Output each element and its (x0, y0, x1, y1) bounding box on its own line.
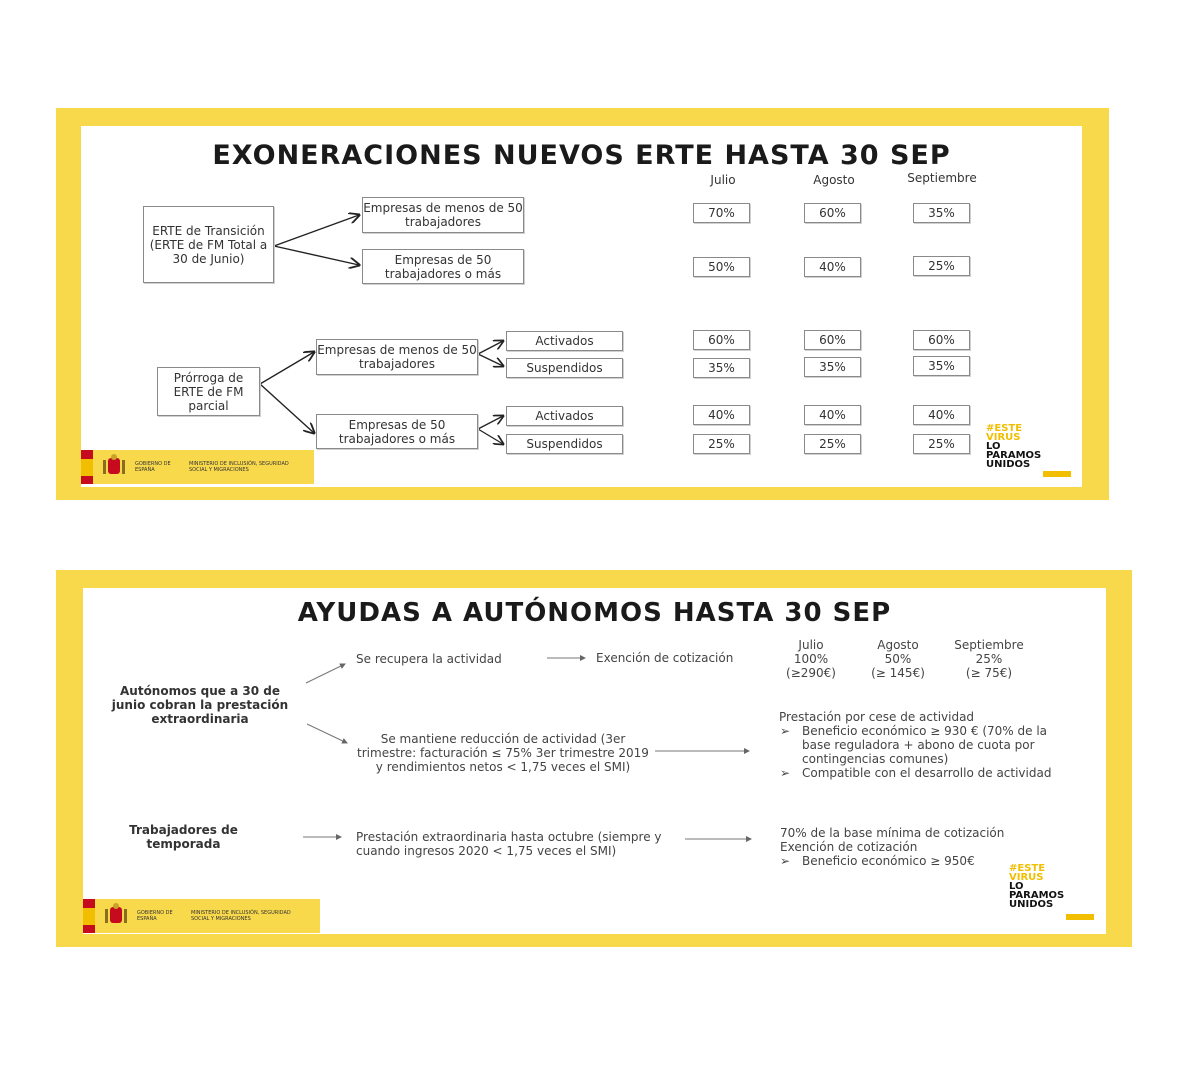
cese-bullets (780, 724, 1065, 780)
gobierno-logo-bar-2 (83, 899, 320, 933)
50-mas-activados-agosto: 40% (804, 405, 861, 425)
gobierno-text: GOBIERNO DE ESPAÑA (137, 910, 173, 922)
slide-2-title: AYUDAS A AUTÓNOMOS HASTA 30 SEP (297, 598, 892, 628)
mantiene-reduccion: Se mantiene reducción de actividad (3er trimestre: facturación ≤ 75% 3er trimestre 2019 y rendimientos netos < 1,75 veces el SMI) (357, 732, 649, 774)
col-agosto: Agosto (813, 173, 855, 187)
transicion-menos-50-agosto: 60% (804, 203, 861, 223)
spain-flag-icon (81, 450, 93, 484)
cese-bullet-1: ➢ Beneficio económico ≥ 930 € (70% de la base reguladora + abono de cuota por contingencias comunes) (780, 724, 1065, 766)
50-mas-suspendidos-julio: 25% (693, 434, 750, 454)
arrows-slide-1 (81, 126, 1082, 487)
temporada-result-2: Exención de cotización (780, 840, 918, 854)
slide-ayudas-autonomos (56, 570, 1132, 947)
gobierno-text: GOBIERNO DE ESPAÑA (135, 461, 171, 473)
brand-lo-paramos-unidos: #ESTE VIRUS LO PARAMOS UNIDOS (986, 423, 1042, 470)
brand-lo-paramos-unidos-2: #ESTE VIRUS LO PARAMOS UNIDOS (1009, 863, 1065, 910)
spain-flag-icon (83, 899, 95, 933)
menos-50-activados-agosto: 60% (804, 330, 861, 350)
month-julio: Julio 100% (≥290€) (786, 638, 836, 680)
prorroga-box: Prórroga de ERTE de FM parcial (157, 367, 260, 416)
50-mas-activados-julio: 40% (693, 405, 750, 425)
prorroga-menos-50-box: Empresas de menos de 50 trabajadores (316, 339, 478, 375)
transicion-50-mas-septiembre: 25% (913, 256, 970, 276)
ministerio-text: MINISTERIO DE INCLUSIÓN, SEGURIDAD SOCIAL Y MIGRACIONES (191, 910, 291, 922)
erte-transicion-box: ERTE de Transición (ERTE de FM Total a 30 de Junio) (143, 206, 274, 283)
temporada-result-1: 70% de la base mínima de cotización (780, 826, 1005, 840)
slide-1-title: EXONERACIONES NUEVOS ERTE HASTA 30 SEP (212, 140, 951, 171)
transicion-menos-50-box: Empresas de menos de 50 trabajadores (362, 197, 524, 233)
slide-exoneraciones (56, 108, 1109, 500)
gobierno-logo-bar (81, 450, 314, 484)
slide-2-content (83, 588, 1106, 934)
50-mas-suspendidos-agosto: 25% (804, 434, 861, 454)
transicion-50-mas-julio: 50% (693, 257, 750, 277)
brand-mini-logo-2 (1066, 914, 1094, 920)
transicion-50-mas-box: Empresas de 50 trabajadores o más (362, 249, 524, 284)
col-septiembre: Septiembre (907, 171, 977, 185)
month-agosto: Agosto 50% (≥ 145€) (871, 638, 925, 680)
menos-50-suspendidos-julio: 35% (693, 358, 750, 378)
coat-of-arms-icon (101, 901, 131, 931)
temporada-bullets (780, 854, 1040, 868)
prorroga-50-mas-box: Empresas de 50 trabajadores o más (316, 414, 478, 449)
menos-50-activados-septiembre: 60% (913, 330, 970, 350)
50-mas-activados-septiembre: 40% (913, 405, 970, 425)
transicion-50-mas-agosto: 40% (804, 257, 861, 277)
cese-bullet-2: ➢ Compatible con el desarrollo de actividad (780, 766, 1065, 780)
temporada-prestacion: Prestación extraordinaria hasta octubre (siempre y cuando ingresos 2020 < 1,75 veces el SMI) (356, 830, 662, 858)
slide-1-content (81, 126, 1082, 487)
menos-50-activados-box: Activados (506, 331, 623, 351)
month-septiembre: Septiembre 25% (≥ 75€) (954, 638, 1024, 680)
menos-50-activados-julio: 60% (693, 330, 750, 350)
cese-title: Prestación por cese de actividad (779, 710, 975, 724)
col-julio: Julio (710, 173, 736, 187)
menos-50-suspendidos-box: Suspendidos (506, 358, 623, 378)
transicion-menos-50-julio: 70% (693, 203, 750, 223)
recupera-actividad: Se recupera la actividad (356, 652, 502, 666)
ministerio-text: MINISTERIO DE INCLUSIÓN, SEGURIDAD SOCIAL Y MIGRACIONES (189, 461, 289, 473)
50-mas-suspendidos-box: Suspendidos (506, 434, 623, 454)
exencion-cotizacion: Exención de cotización (596, 651, 734, 665)
menos-50-suspendidos-septiembre: 35% (913, 356, 970, 376)
temporada-bullet: ➢ Beneficio económico ≥ 950€ (780, 854, 1040, 868)
autonomos-label: Autónomos que a 30 de junio cobran la prestación extraordinaria (111, 684, 289, 726)
brand-mini-logo (1043, 471, 1071, 477)
menos-50-suspendidos-agosto: 35% (804, 357, 861, 377)
transicion-menos-50-septiembre: 35% (913, 203, 970, 223)
coat-of-arms-icon (99, 452, 129, 482)
temporada-label: Trabajadores de temporada (129, 823, 238, 851)
50-mas-activados-box: Activados (506, 406, 623, 426)
50-mas-suspendidos-septiembre: 25% (913, 434, 970, 454)
